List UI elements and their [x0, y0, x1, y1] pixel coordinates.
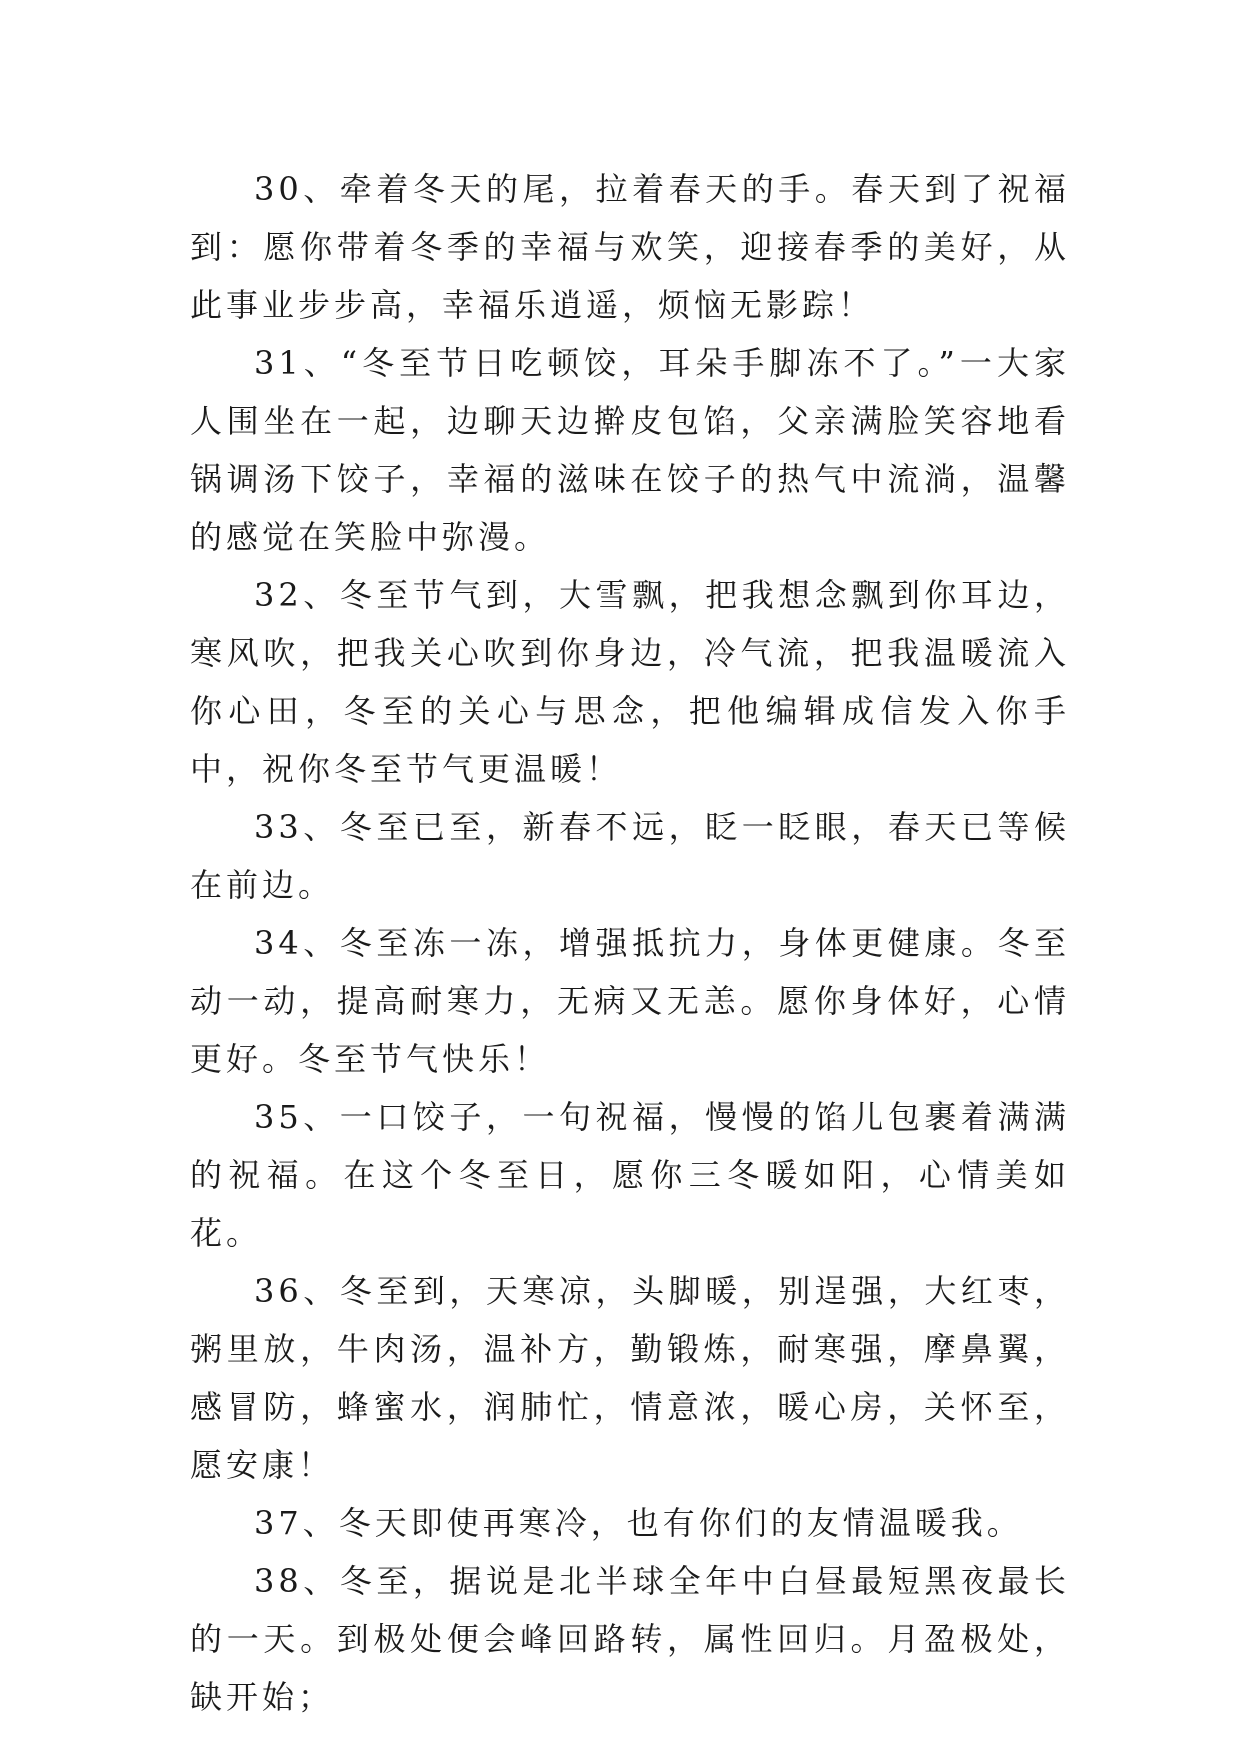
paragraph-38: 38、冬至，据说是北半球全年中白昼最短黑夜最长的一天。到极处便会峰回路转，属性回归。月盈极处，缺开始；: [190, 1562, 1070, 1716]
paragraph-34: 34、冬至冻一冻，增强抵抗力，身体更健康。冬至动一动，提高耐寒力，无病又无恙。愿你身体好，心情更好。冬至节气快乐！: [190, 924, 1070, 1078]
paragraph-37: 37、冬天即使再寒冷，也有你们的友情温暖我。: [254, 1504, 1023, 1542]
paragraph-36: 36、冬至到，天寒凉，头脚暖，别逞强，大红枣，粥里放，牛肉汤，温补方，勤锻炼，耐寒强，摩鼻翼，感冒防，蜂蜜水，润肺忙，情意浓，暖心房，关怀至，愿安康！: [190, 1272, 1070, 1484]
paragraph-31: 31、“冬至节日吃顿饺，耳朵手脚冻不了。”一大家人围坐在一起，边聊天边擀皮包馅，父亲满脸笑容地看锅调汤下饺子，幸福的滋味在饺子的热气中流淌，温馨的感觉在笑脸中弥漫。: [190, 344, 1070, 556]
paragraph-35: 35、一口饺子，一句祝福，慢慢的馅儿包裹着满满的祝福。在这个冬至日，愿你三冬暖如阳，心情美如花。: [190, 1098, 1070, 1252]
paragraph-30: 30、牵着冬天的尾，拉着春天的手。春天到了祝福到：愿你带着冬季的幸福与欢笑，迎接春季的美好，从此事业步步高，幸福乐逍遥，烦恼无影踪！: [190, 170, 1070, 324]
document-body: [190, 160, 1070, 1726]
paragraph-32: 32、冬至节气到，大雪飘，把我想念飘到你耳边，寒风吹，把我关心吹到你身边，冷气流，把我温暖流入你心田，冬至的关心与思念，把他编辑成信发入你手中，祝你冬至节气更温暖！: [190, 576, 1070, 788]
paragraph-33: 33、冬至已至，新春不远，眨一眨眼，春天已等候在前边。: [190, 808, 1070, 904]
